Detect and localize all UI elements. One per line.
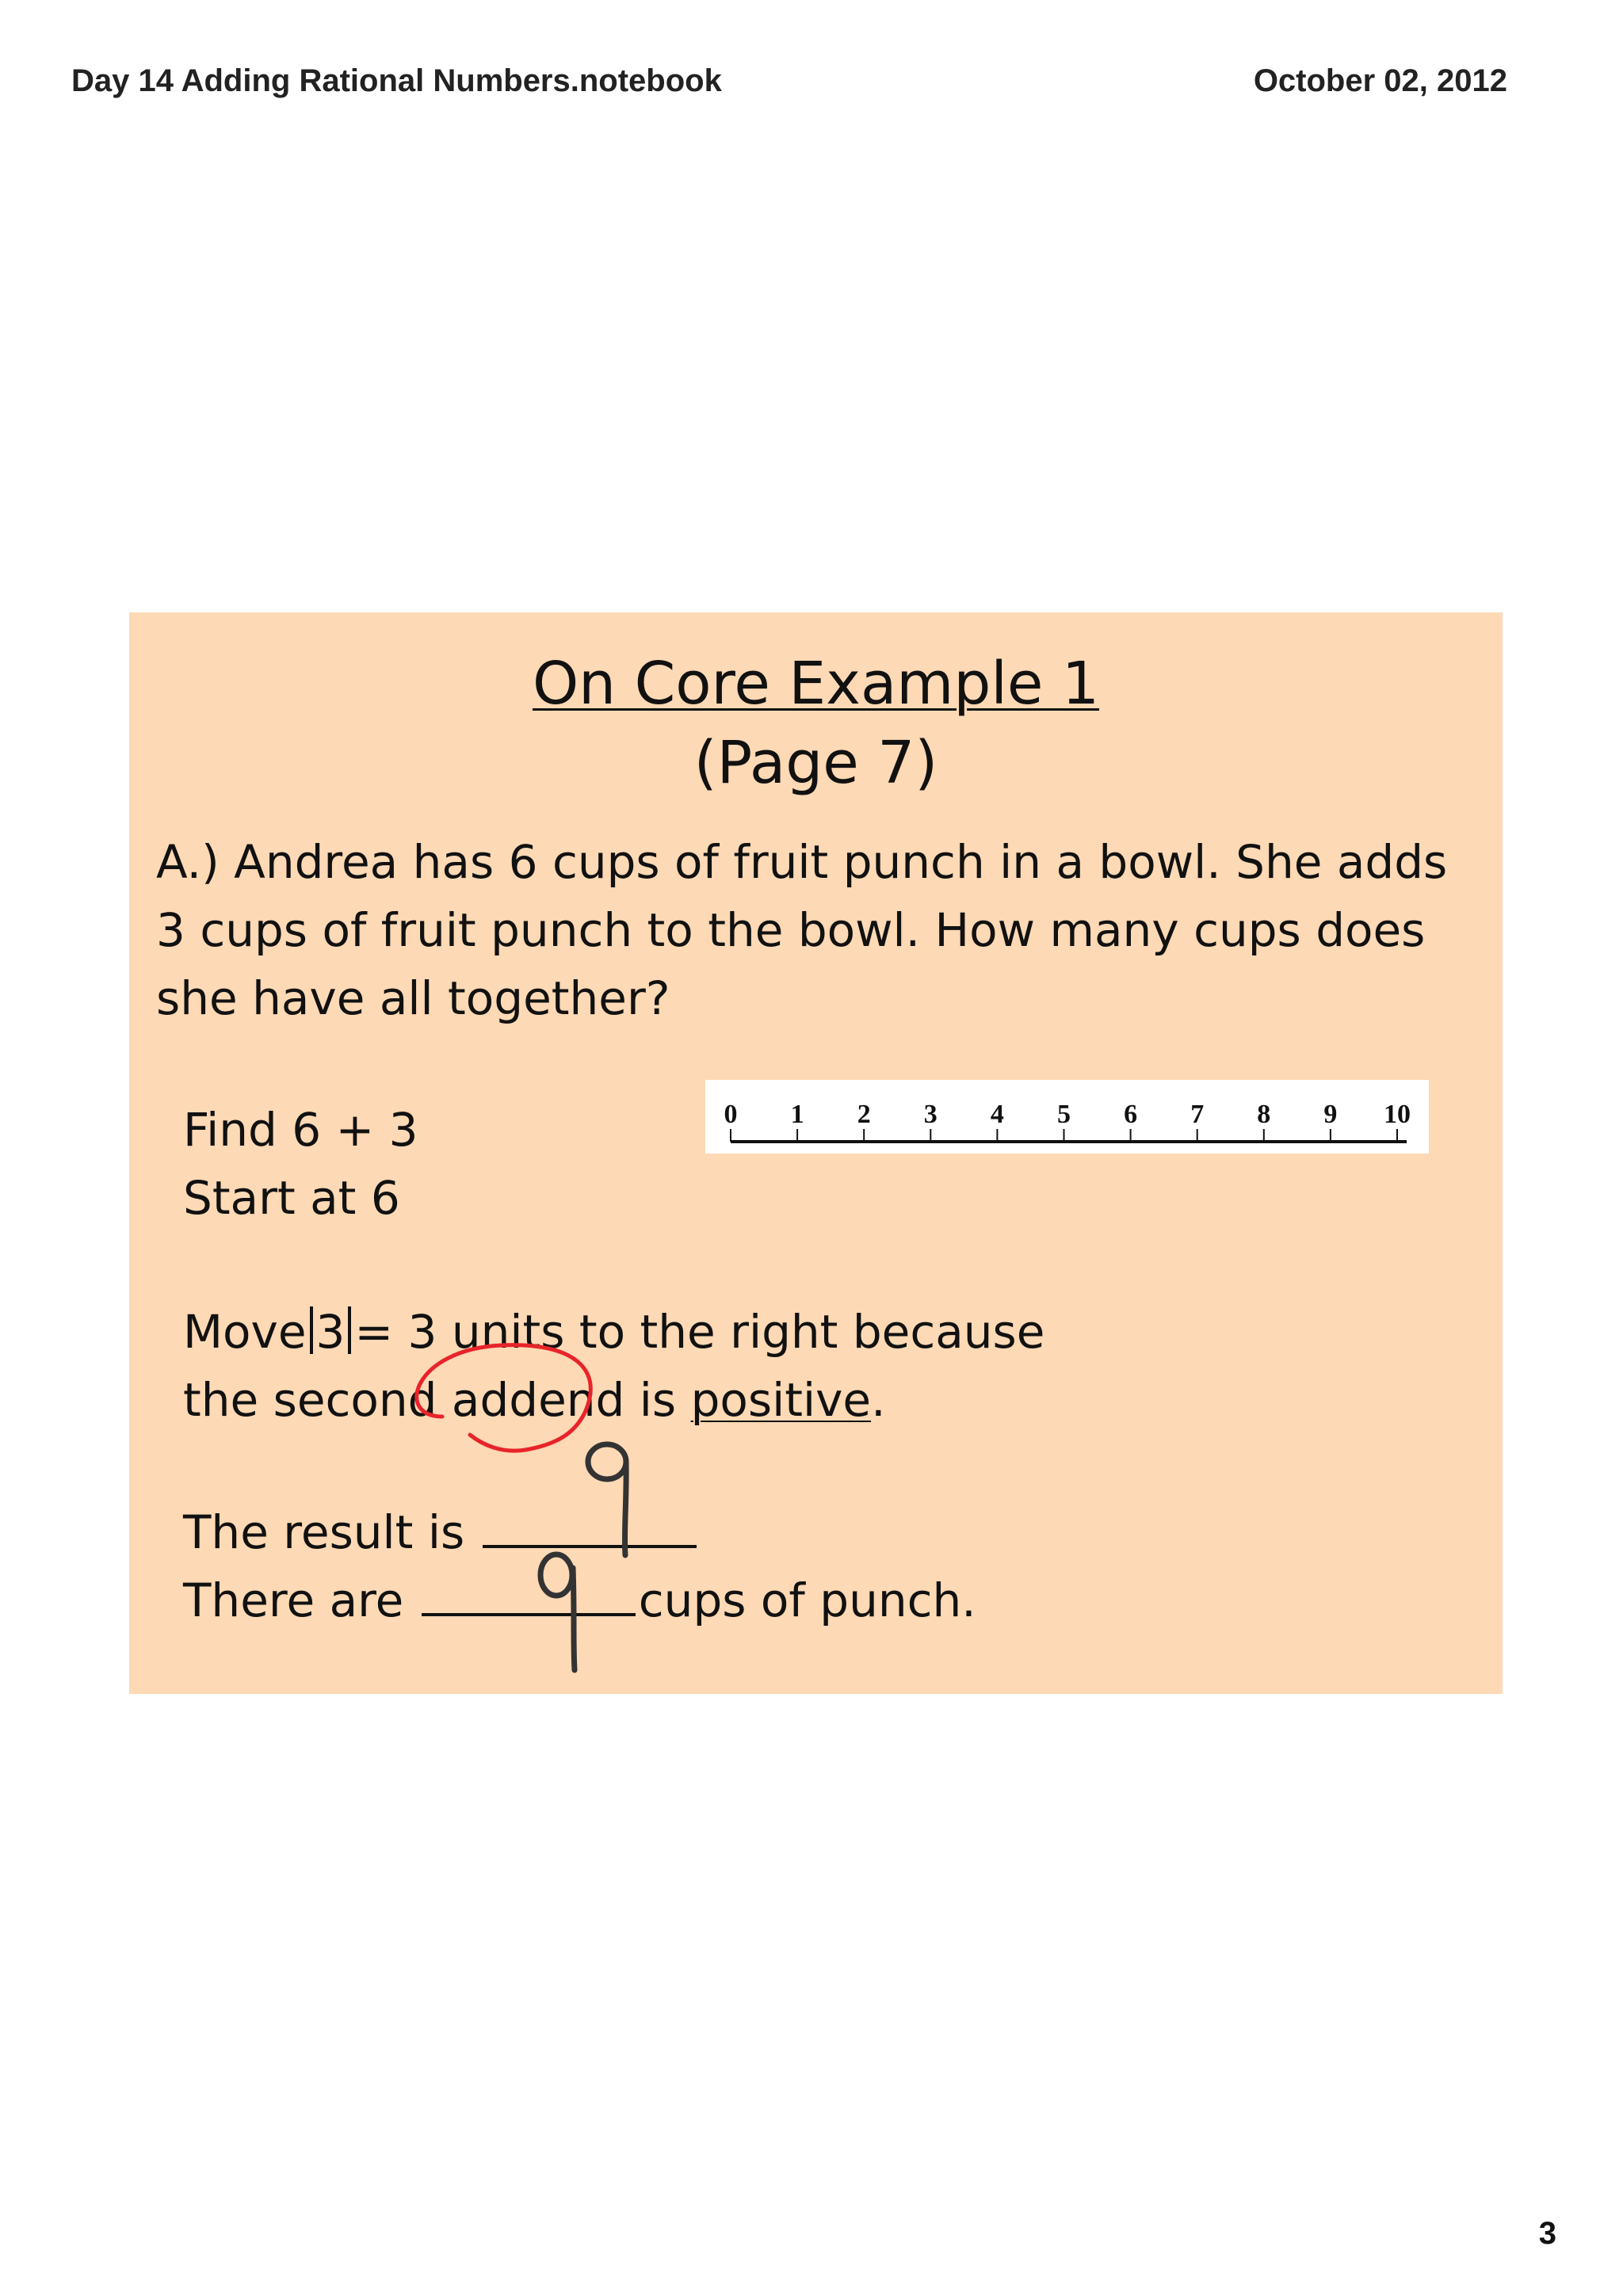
page-number: 3: [1538, 2216, 1556, 2251]
number-line-label: 5: [1057, 1100, 1071, 1129]
reason-period: .: [871, 1373, 886, 1427]
problem-line: she have all together?: [156, 971, 670, 1025]
cups-blank: [422, 1573, 636, 1616]
move-block: [183, 1298, 1044, 1434]
problem-line: 3 cups of fruit punch to the bowl. How many cups does: [156, 903, 1426, 957]
there-line: [183, 1566, 976, 1634]
result-block: [183, 1498, 976, 1634]
number-line-label: 2: [857, 1100, 871, 1129]
slide-panel: [129, 612, 1503, 1694]
reason-prefix: the second: [183, 1373, 452, 1427]
title-line-1: On Core Example 1: [532, 650, 1100, 718]
page-header-left: Day 14 Adding Rational Numbers.notebook: [71, 63, 722, 98]
number-line-graphic: [705, 1080, 1429, 1154]
move-abs-value: 3: [315, 1305, 346, 1359]
result-blank: [483, 1505, 697, 1548]
number-line-label: 6: [1124, 1100, 1138, 1129]
positive-word: positive: [690, 1373, 872, 1427]
addend-word: addend: [451, 1373, 625, 1427]
result-prefix: The result is: [183, 1505, 479, 1559]
move-line: [183, 1298, 1044, 1366]
number-line: [705, 1080, 1429, 1154]
number-line-label: 1: [790, 1100, 804, 1129]
number-line-label: 4: [990, 1100, 1004, 1129]
start-line: Start at 6: [183, 1171, 400, 1225]
number-line-label: 9: [1323, 1100, 1338, 1129]
result-line: [183, 1498, 976, 1566]
problem-line: A.) Andrea has 6 cups of fruit punch in a bowl. She adds: [156, 835, 1448, 889]
title-line-2: (Page 7): [693, 729, 938, 797]
there-prefix: There are: [183, 1573, 418, 1627]
reason-line: [183, 1366, 1044, 1434]
find-line: Find 6 + 3: [183, 1103, 418, 1157]
slide-title: [129, 644, 1503, 803]
move-suffix: = 3 units to the right because: [354, 1305, 1045, 1359]
page-header-date: October 02, 2012: [1253, 63, 1507, 98]
abs-bar-left: [310, 1306, 313, 1354]
number-line-label: 3: [923, 1100, 938, 1129]
reason-is: is: [624, 1373, 691, 1427]
move-prefix: Move: [183, 1305, 307, 1359]
problem-text: [156, 828, 1487, 1032]
there-suffix: cups of punch.: [638, 1573, 976, 1627]
number-line-label: 0: [724, 1100, 738, 1129]
number-line-label: 10: [1384, 1100, 1411, 1129]
number-line-label: 8: [1257, 1100, 1271, 1129]
abs-bar-right: [348, 1306, 351, 1354]
find-block: [183, 1096, 418, 1232]
number-line-label: 7: [1190, 1100, 1205, 1129]
